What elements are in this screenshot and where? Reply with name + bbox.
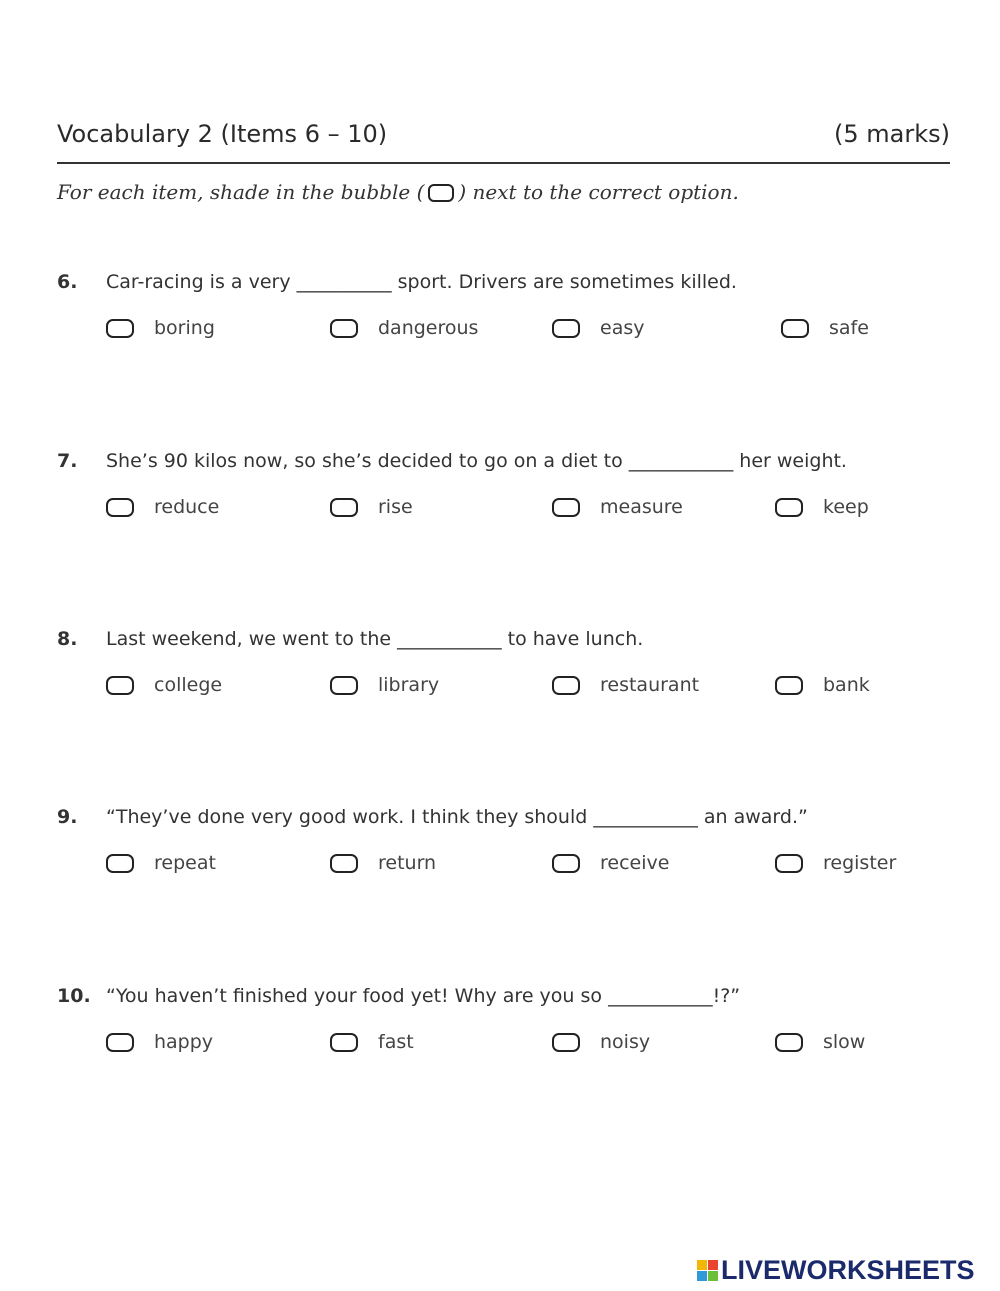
instructions [57,180,739,204]
answer-bubble[interactable] [330,319,358,338]
option-keep[interactable] [775,496,869,518]
option-label: safe [829,317,869,339]
option-label: restaurant [600,674,700,696]
option-label: bank [823,674,870,696]
option-group [57,496,957,526]
option-label: fast [378,1031,414,1053]
option-library[interactable] [330,674,439,696]
answer-bubble[interactable] [330,1033,358,1052]
option-label: rise [378,496,413,518]
question-number: 10. [57,985,91,1007]
option-label: receive [600,852,670,874]
option-label: reduce [154,496,220,518]
answer-bubble[interactable] [330,676,358,695]
logo-mark-icon [697,1260,718,1281]
marks-label: (5 marks) [834,120,950,148]
option-label: easy [600,317,645,339]
option-group [57,674,957,704]
worksheet-header [57,120,950,164]
option-boring[interactable] [106,317,215,339]
option-dangerous[interactable] [330,317,478,339]
answer-bubble[interactable] [106,319,134,338]
question-text: “You haven’t finished your food yet! Why are you so ___________!?” [106,985,741,1007]
question-8 [57,628,957,704]
option-measure[interactable] [552,496,683,518]
option-happy[interactable] [106,1031,213,1053]
question-number: 6. [57,271,78,293]
question-6 [57,271,957,347]
option-return[interactable] [330,852,436,874]
option-label: measure [600,496,683,518]
option-label: noisy [600,1031,651,1053]
liveworksheets-logo [697,1255,975,1286]
question-10 [57,985,957,1061]
option-fast[interactable] [330,1031,414,1053]
option-restaurant[interactable] [552,674,699,696]
option-college[interactable] [106,674,222,696]
section-title: Vocabulary 2 (Items 6 – 10) [57,120,388,148]
question-text: She’s 90 kilos now, so she’s decided to go on a diet to ___________ her weight. [106,450,847,472]
option-label: register [823,852,897,874]
answer-bubble[interactable] [775,1033,803,1052]
option-register[interactable] [775,852,896,874]
answer-bubble[interactable] [552,854,580,873]
instructions-after: ) next to the correct option. [458,180,739,204]
option-label: library [378,674,440,696]
question-9 [57,806,957,882]
answer-bubble[interactable] [552,319,580,338]
option-bank[interactable] [775,674,870,696]
question-text: Last weekend, we went to the ___________ to have lunch. [106,628,644,650]
option-rise[interactable] [330,496,413,518]
question-text: Car-racing is a very __________ sport. Drivers are sometimes killed. [106,271,737,293]
option-group [57,852,957,882]
option-label: return [378,852,437,874]
logo-text: LIVEWORKSHEETS [721,1255,975,1285]
option-repeat[interactable] [106,852,216,874]
option-safe[interactable] [781,317,869,339]
question-7 [57,450,957,526]
bubble-icon [428,184,454,202]
option-label: dangerous [378,317,479,339]
answer-bubble[interactable] [330,854,358,873]
answer-bubble[interactable] [106,676,134,695]
logo-square [708,1260,718,1270]
answer-bubble[interactable] [552,1033,580,1052]
logo-square [697,1271,707,1281]
answer-bubble[interactable] [330,498,358,517]
answer-bubble[interactable] [552,676,580,695]
option-easy[interactable] [552,317,644,339]
answer-bubble[interactable] [106,498,134,517]
answer-bubble[interactable] [106,854,134,873]
answer-bubble[interactable] [781,319,809,338]
option-slow[interactable] [775,1031,865,1053]
answer-bubble[interactable] [106,1033,134,1052]
option-label: happy [154,1031,214,1053]
option-group [57,1031,957,1061]
question-text: “They’ve done very good work. I think they should ___________ an award.” [106,806,808,828]
option-group [57,317,957,347]
option-noisy[interactable] [552,1031,650,1053]
option-label: college [154,674,223,696]
logo-square [697,1260,707,1270]
option-label: repeat [154,852,216,874]
option-label: boring [154,317,215,339]
logo-square [708,1271,718,1281]
answer-bubble[interactable] [775,676,803,695]
question-number: 8. [57,628,78,650]
answer-bubble[interactable] [775,854,803,873]
option-label: slow [823,1031,866,1053]
instructions-before: For each item, shade in the bubble ( [57,180,425,204]
answer-bubble[interactable] [775,498,803,517]
option-receive[interactable] [552,852,669,874]
question-number: 7. [57,450,78,472]
question-number: 9. [57,806,78,828]
answer-bubble[interactable] [552,498,580,517]
option-reduce[interactable] [106,496,219,518]
option-label: keep [823,496,869,518]
